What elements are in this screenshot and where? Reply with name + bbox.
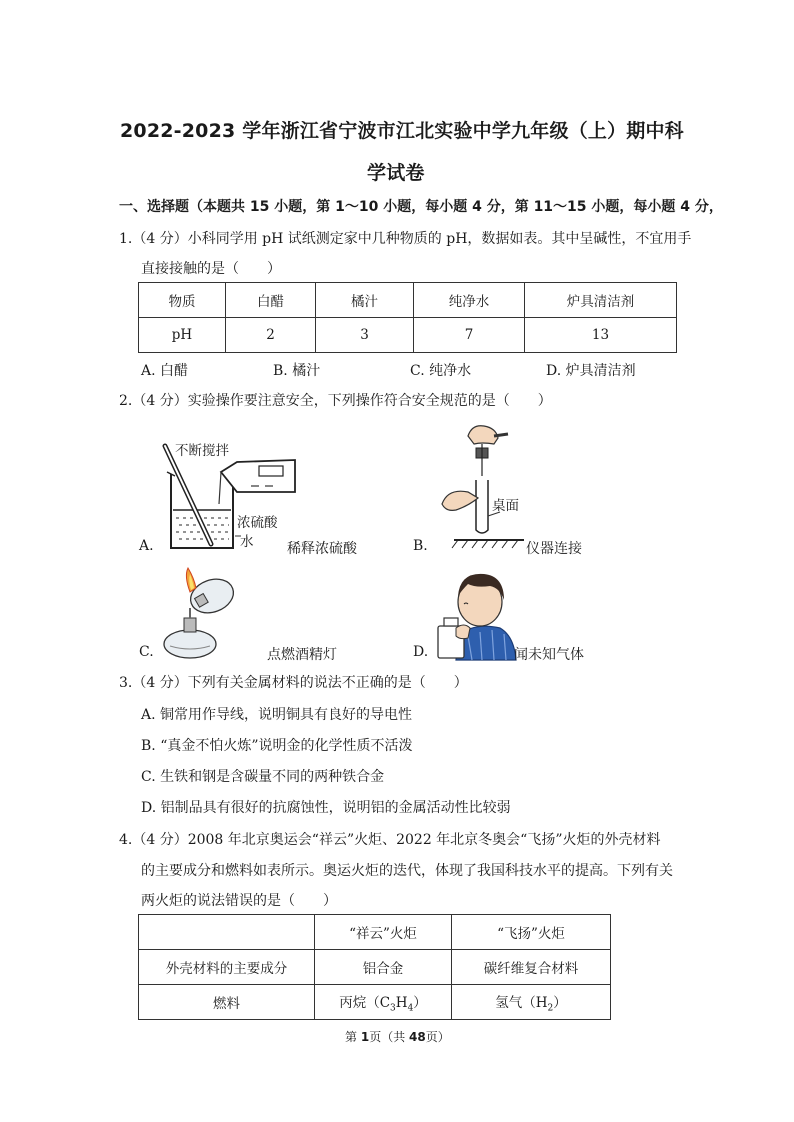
table-cell: 13 xyxy=(525,318,677,353)
subscript: 3 xyxy=(390,1003,396,1014)
q2-option-a-letter[interactable]: A. xyxy=(139,538,154,554)
q3-stem: 3.（4 分）下列有关金属材料的说法不正确的是（ ） xyxy=(119,675,468,691)
page-title-line1: 2022-2023 学年浙江省宁波市江北实验中学九年级（上）期中科 xyxy=(120,120,684,142)
page-footer xyxy=(345,1028,450,1045)
table-cell: “祥云”火炬 xyxy=(315,915,452,950)
q2-option-b-caption: 仪器连接 xyxy=(526,541,582,557)
label-tabletop: 桌面 xyxy=(492,498,519,514)
fuel-text: H xyxy=(395,994,408,1011)
q2-option-b-letter[interactable]: B. xyxy=(413,538,428,554)
q4-stem-line1: 4.（4 分）2008 年北京奥运会“祥云”火炬、2022 年北京冬奥会“飞扬”火炬的外壳材料 xyxy=(119,832,661,848)
subscript: 2 xyxy=(547,1003,554,1014)
table-cell: 铝合金 xyxy=(315,950,452,985)
table-cell: 橘汁 xyxy=(316,283,414,318)
table-cell xyxy=(139,915,315,950)
q2-option-d-letter[interactable]: D. xyxy=(413,644,429,660)
q1-ph-table xyxy=(138,282,677,353)
q2-option-d-caption: 闻未知气体 xyxy=(514,647,584,663)
q2-stem: 2.（4 分）实验操作要注意安全，下列操作符合安全规范的是（ ） xyxy=(119,393,552,409)
table-cell: pH xyxy=(139,318,226,353)
table-cell: 7 xyxy=(414,318,525,353)
table-cell: 炉具清洁剂 xyxy=(525,283,677,318)
smell-gas-figure xyxy=(434,566,516,660)
q1-stem-line1: 1.（4 分）小科同学用 pH 试纸测定家中几种物质的 pH，数据如表。其中呈碱性，不宜用手 xyxy=(119,231,692,247)
table-cell: 2 xyxy=(226,318,316,353)
q2-option-c-caption: 点燃酒精灯 xyxy=(267,647,337,663)
page-title-line2: 学试卷 xyxy=(367,162,425,184)
table-cell: “飞扬”火炬 xyxy=(452,915,611,950)
alcohol-lamp-figure xyxy=(160,566,242,662)
table-cell: 外壳材料的主要成分 xyxy=(139,950,315,985)
q1-option-b[interactable]: B. 橘汁 xyxy=(273,363,321,379)
fuel-text: ） xyxy=(553,994,567,1011)
q3-option-a[interactable]: A. 铜常用作导线，说明铜具有良好的导电性 xyxy=(141,707,413,723)
footer-text: 页） xyxy=(425,1030,450,1044)
table-cell-fuel-hydrogen xyxy=(452,985,611,1020)
table-cell: 纯净水 xyxy=(414,283,525,318)
page-total: 48 xyxy=(409,1030,426,1044)
table-cell: 燃料 xyxy=(139,985,315,1020)
label-water: 水 xyxy=(240,534,254,550)
subscript: 4 xyxy=(407,1003,414,1014)
fuel-text: 丙烷（C xyxy=(339,994,391,1011)
test-tube-stopper-figure xyxy=(438,418,528,548)
fuel-text: 氢气（H xyxy=(495,994,548,1011)
q4-torch-table xyxy=(138,914,611,1020)
footer-text: 第 xyxy=(345,1030,361,1044)
table-cell: 白醋 xyxy=(226,283,316,318)
table-cell: 碳纤维复合材料 xyxy=(452,950,611,985)
q4-stem-line2: 的主要成分和燃料如表所示。奥运火炬的迭代，体现了我国科技水平的提高。下列有关 xyxy=(141,863,673,879)
table-cell: 物质 xyxy=(139,283,226,318)
q2-option-c-letter[interactable]: C. xyxy=(139,644,154,660)
q3-option-d[interactable]: D. 铝制品具有很好的抗腐蚀性，说明铝的金属活动性比较弱 xyxy=(141,800,511,816)
q1-option-c[interactable]: C. 纯净水 xyxy=(410,363,472,379)
section-header: 一、选择题（本题共 15 小题，第 1～10 小题，每小题 4 分，第 11～15 小题，每小题 4 分， xyxy=(119,199,723,215)
footer-text: 页（共 xyxy=(369,1030,410,1044)
label-stir: 不断搅拌 xyxy=(175,443,229,459)
page-number: 1 xyxy=(360,1030,370,1044)
q1-option-d[interactable]: D. 炉具清洁剂 xyxy=(546,363,636,379)
q1-option-a[interactable]: A. 白醋 xyxy=(141,363,189,379)
q2-option-a-caption: 稀释浓硫酸 xyxy=(287,541,357,557)
fuel-text: ） xyxy=(413,994,427,1011)
label-concentrated-acid: 浓硫酸 xyxy=(237,515,278,531)
q4-stem-line3: 两火炬的说法错误的是（ ） xyxy=(141,893,337,909)
table-cell: 3 xyxy=(316,318,414,353)
q3-option-c[interactable]: C. 生铁和钢是含碳量不同的两种铁合金 xyxy=(141,769,385,785)
q3-option-b[interactable]: B. “真金不怕火炼”说明金的化学性质不活泼 xyxy=(141,738,413,754)
q1-stem-line2: 直接接触的是（ ） xyxy=(141,261,281,277)
table-cell-fuel-propane xyxy=(315,985,452,1020)
